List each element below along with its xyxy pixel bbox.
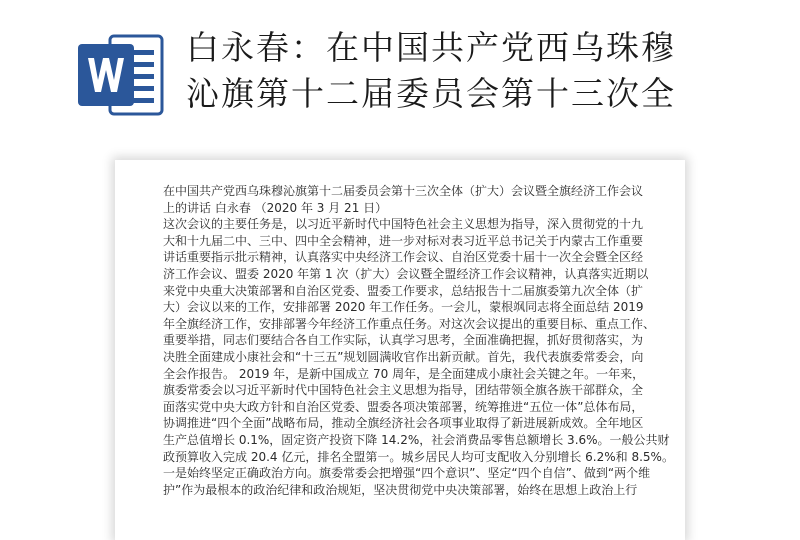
document-text-line: 护”作为最根本的政治纪律和政治规矩，坚决贯彻党中央决策部署，始终在思想上政治上行 [163,482,638,497]
document-text-line: 面落实党中央大政方针和自治区党委、盟委各项决策部署，统筹推进“五位一体”总体布局， [163,399,644,414]
document-text-line: 生产总值增长 0.1%，固定资产投资下降 14.2%，社会消费品零售总额增长 3.6%。一般公共财 [163,432,670,447]
document-text-line: 讲话重要指示批示精神，认真落实中央经济工作会议、自治区党委十届十一次全会暨全区经 [163,250,644,265]
document-text-line: 旗委常委会以习近平新时代中国特色社会主义思想为指导，团结带领全旗各族干部群众，全 [163,383,644,398]
document-text-line: 政预算收入完成 20.4 亿元，排名全盟第一。城乡居民人均可支配收入分别增长 6.2%和 8.5%。 [163,449,674,464]
document-text-line: 协调推进“四个全面”战略布局，推动全旗经济社会各项事业取得了新进展新成效。全年地区 [163,416,644,431]
document-text-line: 重要举措，同志们要结合各自工作实际，认真学习思考，全面准确把握，抓好贯彻落实，为 [163,333,644,348]
title-line-1: 白永春：在中国共产党西乌珠穆 [186,28,676,67]
document-title [186,25,786,117]
document-text-line: 全会作报告。 2019 年，是新中国成立 70 周年，是全面建成小康社会关键之年。一年来， [163,366,645,381]
document-text-line: 济工作会议、盟委 2020 年第 1 次（扩大）会议暨全盟经济工作会议精神，认真落实近期以 [163,266,649,281]
document-text-line: 这次会议的主要任务是，以习近平新时代中国特色社会主义思想为指导，深入贯彻党的十九 [163,217,644,232]
document-page [115,160,685,540]
document-text-line: 大和十九届二中、三中、四中全会精神，进一步对标对表习近平总书记关于内蒙古工作重要 [163,233,644,248]
header [0,0,800,160]
document-text-line: 一是始终坚定正确政治方向。旗委常委会把增强“四个意识”、坚定“四个自信”、做到“两个维 [163,466,651,481]
document-text-line: 来党中央重大决策部署和自治区党委、盟委工作要求，总结报告十二届旗委第九次全体（扩 [163,283,644,298]
document-text-line: 大）会议以来的工作，安排部署 2020 年工作任务。一会儿，蒙根飒同志将全面总结 2019 [163,300,644,315]
word-document-icon [76,30,166,120]
document-body [163,183,674,498]
document-text-line: 年全旗经济工作，安排部署今年经济工作重点任务。对这次会议提出的重要目标、重点工作、 [163,316,656,331]
document-text-line: 上的讲话 白永春 （2020 年 3 月 21 日） [163,200,388,215]
title-line-2: 沁旗第十二届委员会第十三次全 [186,74,676,113]
document-text-line: 决胜全面建成小康社会和“十三五”规划圆满收官作出新贡献。首先，我代表旗委常委会，向 [163,349,644,364]
document-text-line: 在中国共产党西乌珠穆沁旗第十二届委员会第十三次全体（扩大）会议暨全旗经济工作会议 [163,184,644,198]
